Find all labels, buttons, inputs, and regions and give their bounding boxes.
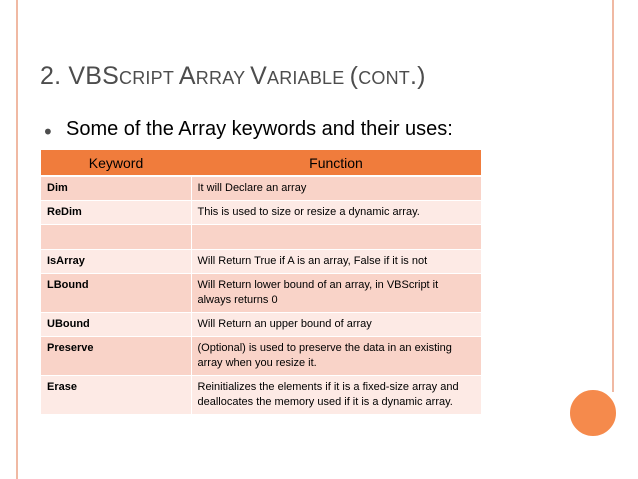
- title-segment: (: [349, 62, 359, 90]
- keyword-cell: ReDim: [41, 201, 191, 225]
- table-row: [41, 376, 481, 415]
- title-segment: RRAY: [195, 68, 251, 88]
- keyword-cell: [41, 225, 191, 250]
- function-cell: [191, 225, 481, 250]
- keyword-cell: Preserve: [41, 337, 191, 376]
- table-header-row: [41, 150, 481, 176]
- table-row: [41, 313, 481, 337]
- keyword-cell: IsArray: [41, 250, 191, 274]
- title-segment: CRIPT: [119, 68, 179, 88]
- function-cell: Will Return an upper bound of array: [191, 313, 481, 337]
- title-segment: V: [250, 62, 268, 90]
- function-cell: Will Return lower bound of an array, in VBScript it always returns 0: [191, 274, 481, 313]
- function-cell: Reinitializes the elements if it is a fixed-size array and deallocates the memory used if it is a dynamic array.: [191, 376, 481, 415]
- title-segment: .): [410, 62, 426, 90]
- keyword-cell: Erase: [41, 376, 191, 415]
- decorative-circle-icon: [567, 387, 619, 439]
- keyword-cell: UBound: [41, 313, 191, 337]
- table-row: [41, 225, 481, 250]
- title-segment: CONT: [358, 68, 410, 88]
- table-row: [41, 176, 481, 201]
- slide-frame-left-line: [16, 0, 18, 479]
- hollow-circle-bullet-icon: •: [42, 120, 54, 144]
- keyword-cell: Dim: [41, 176, 191, 201]
- title-segment: A: [178, 62, 196, 90]
- slide-title: [40, 62, 600, 91]
- bullet-text: Some of the Array keywords and their uses:: [66, 118, 453, 140]
- function-cell: This is used to size or resize a dynamic array.: [191, 201, 481, 225]
- function-cell: (Optional) is used to preserve the data in an existing array when you resize it.: [191, 337, 481, 376]
- function-cell: Will Return True if A is an array, False if it is not: [191, 250, 481, 274]
- header-keyword: Keyword: [41, 150, 191, 176]
- table-row: [41, 274, 481, 313]
- table-body: [41, 176, 481, 415]
- function-cell: It will Declare an array: [191, 176, 481, 201]
- keywords-table: [41, 150, 482, 415]
- table-row: [41, 201, 481, 225]
- keyword-cell: LBound: [41, 274, 191, 313]
- slide-frame-right-line: [612, 0, 614, 392]
- title-segment: 2. VBS: [40, 62, 120, 90]
- table-row: [41, 337, 481, 376]
- table-row: [41, 250, 481, 274]
- title-segment: ARIABLE: [267, 68, 350, 88]
- header-function: Function: [191, 150, 481, 176]
